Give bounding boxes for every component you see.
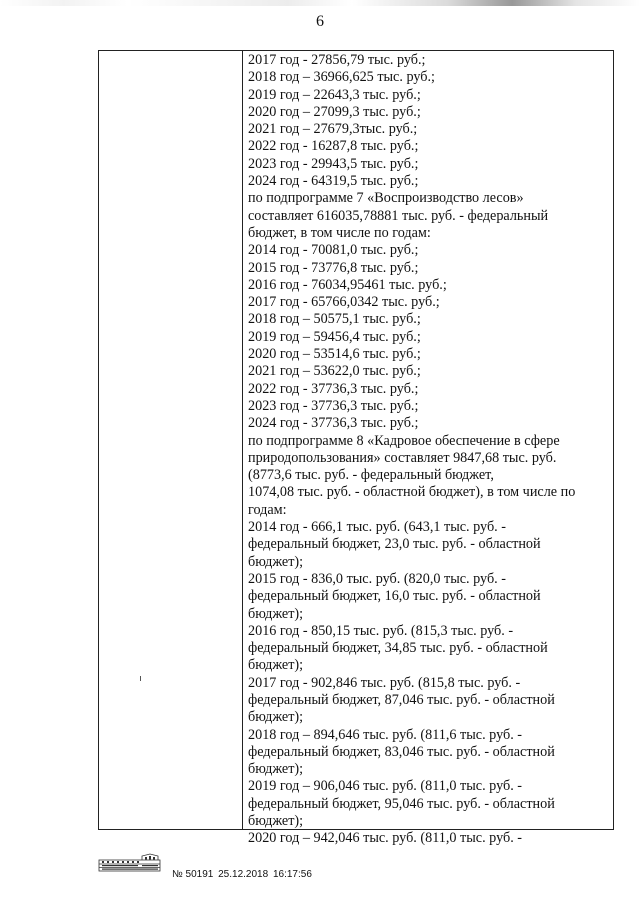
text-line: (8773,6 тыс. руб. - федеральный бюджет, — [248, 467, 494, 484]
scan-speck — [140, 676, 141, 681]
text-line: 2019 год – 59456,4 тыс. руб.; — [248, 328, 421, 345]
registration-footer — [172, 869, 314, 880]
text-line: 2021 год – 53622,0 тыс. руб.; — [248, 363, 421, 380]
text-line: 2015 год - 836,0 тыс. руб. (820,0 тыс. руб. - — [248, 570, 506, 587]
text-line: бюджет); — [248, 709, 304, 726]
text-line: федеральный бюджет, 16,0 тыс. руб. - областной — [248, 588, 541, 605]
text-line: 2014 год - 70081,0 тыс. руб.; — [248, 242, 419, 259]
text-line: 2024 год - 64319,5 тыс. руб.; — [248, 173, 419, 190]
text-line: бюджет, в том числе по годам: — [248, 224, 431, 241]
text-line: федеральный бюджет, 34,85 тыс. руб. - областной — [248, 640, 548, 657]
page-number: 6 — [316, 13, 324, 30]
text-line: бюджет); — [248, 813, 304, 830]
text-line: 2022 год - 16287,8 тыс. руб.; — [248, 138, 419, 155]
text-line: 1074,08 тыс. руб. - областной бюджет), в том числе по — [248, 484, 576, 501]
text-line: 2016 год - 76034,95461 тыс. руб.; — [248, 276, 447, 293]
text-line: 2018 год – 36966,625 тыс. руб.; — [248, 69, 435, 86]
text-line: 2023 год - 29943,5 тыс. руб.; — [248, 155, 419, 172]
text-line: федеральный бюджет, 87,046 тыс. руб. - областной — [248, 691, 555, 708]
text-line: 2020 год – 53514,6 тыс. руб.; — [248, 346, 421, 363]
text-line: 2022 год - 37736,3 тыс. руб.; — [248, 380, 419, 397]
text-line: 2017 год - 65766,0342 тыс. руб.; — [248, 294, 440, 311]
text-line: бюджет); — [248, 553, 304, 570]
table-column-divider — [242, 50, 243, 830]
scan-edge-artifact — [0, 0, 640, 6]
text-line: природопользования» составляет 9847,68 тыс. руб. — [248, 449, 557, 466]
registration-date: 25.12.2018 — [218, 869, 269, 880]
text-line: бюджет); — [248, 657, 304, 674]
text-line: 2021 год – 27679,3тыс. руб.; — [248, 121, 418, 138]
text-line: 2016 год - 850,15 тыс. руб. (815,3 тыс. руб. - — [248, 622, 514, 639]
text-line: 2019 год – 906,046 тыс. руб. (811,0 тыс. руб. - — [248, 778, 523, 795]
text-line: по подпрограмме 7 «Воспроизводство лесов» — [248, 190, 524, 207]
text-line: 2017 год - 902,846 тыс. руб. (815,8 тыс. руб. - — [248, 674, 521, 691]
text-line: составляет 616035,78881 тыс. руб. - федеральный — [248, 207, 549, 224]
text-line: 2014 год - 666,1 тыс. руб. (643,1 тыс. руб. - — [248, 519, 506, 536]
text-line: 2024 год - 37736,3 тыс. руб.; — [248, 415, 419, 432]
table-right-cell — [248, 52, 610, 848]
text-line: бюджет); — [248, 761, 304, 778]
registration-number: № 50191 — [172, 869, 214, 880]
text-line: годам: — [248, 501, 287, 518]
text-line: бюджет); — [248, 605, 304, 622]
text-line: 2017 год - 27856,79 тыс. руб.; — [248, 52, 426, 68]
text-line: по подпрограмме 8 «Кадровое обеспечение в сфере — [248, 432, 560, 449]
text-line: федеральный бюджет, 95,046 тыс. руб. - областной — [248, 795, 555, 812]
text-line: 2015 год - 73776,8 тыс. руб.; — [248, 259, 419, 276]
text-line: федеральный бюджет, 23,0 тыс. руб. - областной — [248, 536, 541, 553]
text-line: 2018 год – 894,646 тыс. руб. (811,6 тыс. руб. - — [248, 726, 523, 743]
government-building-stamp-icon — [98, 853, 161, 872]
text-line: федеральный бюджет, 83,046 тыс. руб. - областной — [248, 743, 555, 760]
text-line: 2020 год – 27099,3 тыс. руб.; — [248, 103, 421, 120]
text-line: 2023 год - 37736,3 тыс. руб.; — [248, 397, 419, 414]
text-line: 2018 год – 50575,1 тыс. руб.; — [248, 311, 421, 328]
registration-time: 16:17:56 — [272, 869, 312, 880]
text-line: 2019 год – 22643,3 тыс. руб.; — [248, 86, 421, 103]
text-line: 2020 год – 942,046 тыс. руб. (811,0 тыс. руб. - — [248, 830, 523, 847]
